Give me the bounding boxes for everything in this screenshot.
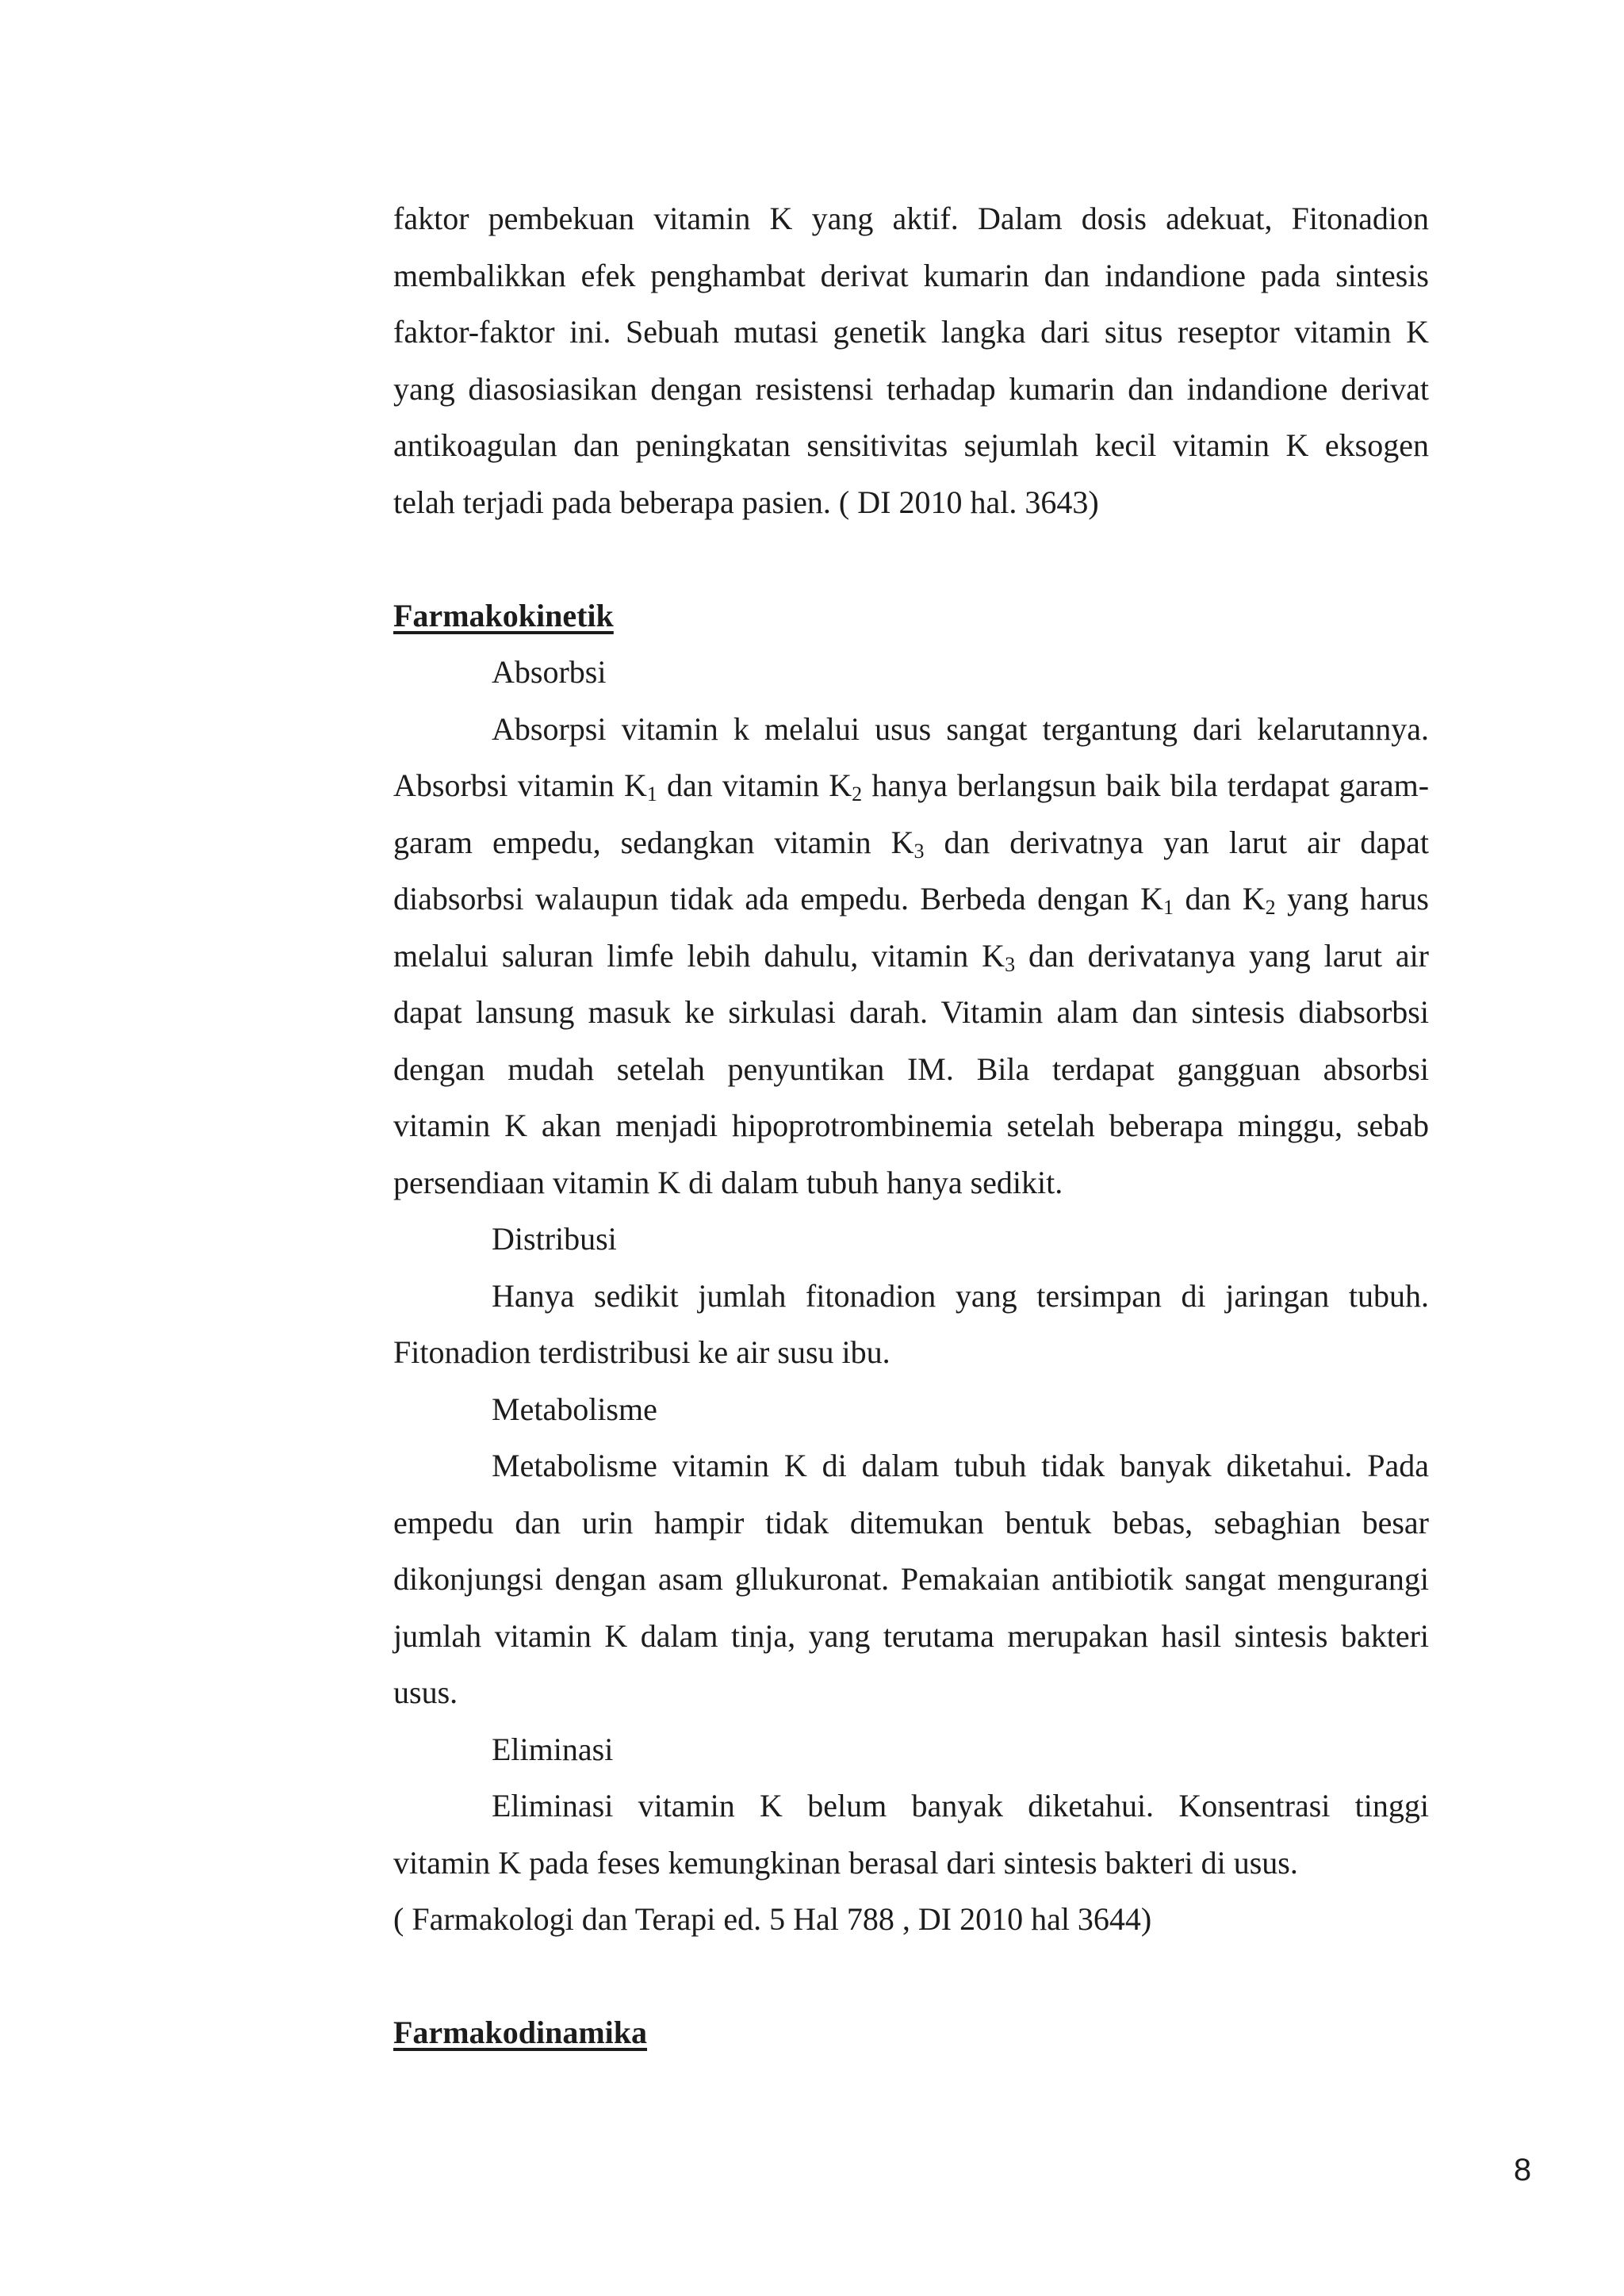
metabolisme-line-2: empedu dan urin hampir tidak ditemukan bentuk bebas, sebaghian besar bbox=[393, 1504, 1429, 1540]
intro-line-3: faktor-faktor ini. Sebuah mutasi genetik langka dari situs reseptor vitamin K bbox=[393, 314, 1429, 350]
intro-line-1: faktor pembekuan vitamin K yang aktif. Dalam dosis adekuat, Fitonadion bbox=[393, 201, 1429, 236]
intro-line-6: telah terjadi pada beberapa pasien. ( DI 2010 hal. 3643) bbox=[393, 484, 1099, 520]
farmakokinetik-heading: Farmakokinetik bbox=[393, 597, 614, 633]
distribusi-title: Distribusi bbox=[492, 1221, 617, 1257]
absorbsi-line-6: dapat lansung masuk ke sirkulasi darah. Vitamin alam dan sintesis diabsorbsi bbox=[393, 994, 1429, 1030]
absorbsi-line-3: garam empedu, sedangkan vitamin $K_3$ dan derivatnya yan larut air dapat bbox=[393, 824, 1429, 863]
absorbsi-line-9: persendiaan vitamin K di dalam tubuh hanya sedikit. bbox=[393, 1164, 1063, 1200]
spacer bbox=[393, 1948, 1429, 2005]
page-content bbox=[393, 190, 1429, 2061]
metabolisme-line-5: usus. bbox=[393, 1674, 458, 1710]
spacer bbox=[393, 530, 1429, 587]
distribusi-line-2: Fitonadion terdistribusi ke air susu ibu. bbox=[393, 1334, 891, 1370]
distribusi-line-1: Hanya sedikit jumlah fitonadion yang tersimpan di jaringan tubuh. bbox=[492, 1277, 1429, 1314]
absorbsi-line-2: Absorbsi vitamin $K_1$ dan vitamin $K_2$ hanya berlangsun baik bila terdapat garam- bbox=[393, 767, 1430, 806]
eliminasi-line-2: vitamin K pada feses kemungkinan berasal dari sintesis bakteri di usus. bbox=[393, 1844, 1298, 1881]
page-number: 8 bbox=[1513, 2152, 1532, 2187]
intro-line-5: antikoagulan dan peningkatan sensitivitas sejumlah kecil vitamin K eksogen bbox=[393, 427, 1429, 463]
absorbsi-line-7: dengan mudah setelah penyuntikan IM. Bila terdapat gangguan absorbsi bbox=[393, 1050, 1429, 1087]
eliminasi-title: Eliminasi bbox=[492, 1731, 614, 1767]
metabolisme-line-1: Metabolisme vitamin K di dalam tubuh tidak banyak diketahui. Pada bbox=[492, 1448, 1429, 1483]
metabolisme-line-4: jumlah vitamin K dalam tinja, yang terutama merupakan hasil sintesis bakteri bbox=[393, 1617, 1429, 1654]
citation: ( Farmakologi dan Terapi ed. 5 Hal 788 , DI 2010 hal 3644) bbox=[393, 1901, 1152, 1937]
absorbsi-line-8: vitamin K akan menjadi hipoprotrombinemia setelah beberapa minggu, sebab bbox=[393, 1108, 1429, 1143]
absorbsi-line-5: melalui saluran limfe lebih dahulu, vitamin $K_3$ dan derivatanya yang larut air bbox=[393, 937, 1430, 976]
intro-line-2: membalikkan efek penghambat derivat kumarin dan indandione pada sintesis bbox=[393, 257, 1429, 293]
farmakodinamika-heading: Farmakodinamika bbox=[393, 2015, 648, 2050]
metabolisme-title: Metabolisme bbox=[492, 1391, 657, 1427]
eliminasi-line-1: Eliminasi vitamin K belum banyak diketahui. Konsentrasi tinggi bbox=[492, 1788, 1429, 1823]
absorbsi-line-4: diabsorbsi walaupun tidak ada empedu. Berbeda dengan $K_1$ dan $K_2$ yang harus bbox=[393, 881, 1429, 919]
intro-line-4: yang diasosiasikan dengan resistensi terhadap kumarin dan indandione derivat bbox=[393, 370, 1429, 407]
absorbsi-line-1: Absorpsi vitamin k melalui usus sangat tergantung dari kelarutannya. bbox=[492, 710, 1429, 747]
absorbsi-title: Absorbsi bbox=[492, 654, 607, 690]
metabolisme-line-3: dikonjungsi dengan asam gllukuronat. Pemakaian antibiotik sangat mengurangi bbox=[393, 1561, 1429, 1597]
